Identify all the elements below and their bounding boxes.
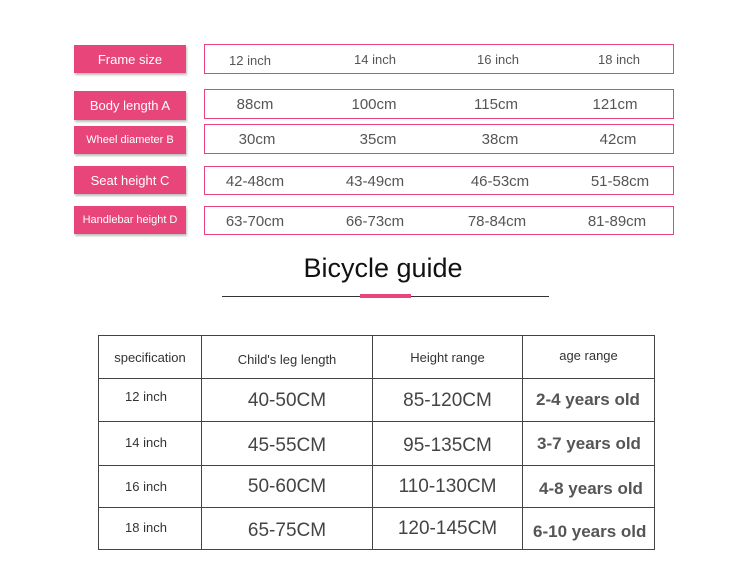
title-accent-bar [360, 294, 411, 298]
spec-row-seat-height [204, 166, 674, 195]
spec-label-seat-height: Seat height C [74, 166, 186, 194]
spec-value: 14 inch [354, 51, 396, 67]
leg-length-cell: 50-60CM [202, 466, 373, 508]
spec-label-handlebar-height: Handlebar height D [74, 206, 186, 234]
spec-row-frame-size [204, 44, 674, 74]
height-range-cell: 110-130CM [373, 466, 523, 508]
spec-cell: 14 inch [99, 422, 202, 466]
bicycle-guide-table [98, 335, 655, 550]
spec-label-wheel-diameter: Wheel diameter B [74, 126, 186, 154]
spec-value: 66-73cm [345, 213, 405, 230]
spec-value: 42-48cm [225, 173, 285, 190]
age-range-cell: 4-8 years old [523, 466, 655, 508]
spec-value: 51-58cm [590, 173, 650, 190]
leg-length-cell: 45-55CM [202, 422, 373, 466]
spec-cell: 16 inch [99, 466, 202, 508]
spec-label-frame-size: Frame size [74, 45, 186, 73]
spec-value: 63-70cm [225, 213, 285, 230]
spec-value: 42cm [599, 130, 637, 148]
spec-value: 88cm [236, 95, 274, 113]
header-leg-length: Child's leg length [202, 336, 373, 379]
spec-value: 30cm [238, 130, 276, 148]
spec-value: 12 inch [229, 52, 271, 68]
height-range-cell: 120-145CM [373, 508, 523, 550]
header-height-range: Height range [373, 336, 523, 379]
header-specification: specification [99, 336, 202, 379]
spec-row-handlebar-height [204, 206, 674, 235]
height-range-cell: 95-135CM [373, 422, 523, 466]
age-range-cell: 2-4 years old [523, 379, 655, 422]
age-range-cell: 3-7 years old [523, 422, 655, 466]
table-header-row [99, 336, 655, 379]
age-range-cell: 6-10 years old [523, 508, 655, 550]
height-range-cell: 85-120CM [373, 379, 523, 422]
spec-value: 81-89cm [587, 213, 647, 230]
spec-label-body-length: Body length A [74, 91, 186, 120]
spec-row-body-length [204, 89, 674, 119]
leg-length-cell: 65-75CM [202, 508, 373, 550]
spec-value: 35cm [359, 130, 397, 148]
spec-value: 18 inch [598, 51, 640, 67]
guide-title: Bicycle guide [303, 253, 463, 283]
spec-value: 121cm [592, 95, 638, 113]
header-age-range: age range [523, 336, 655, 379]
leg-length-cell: 40-50CM [202, 379, 373, 422]
spec-value: 16 inch [477, 51, 519, 67]
table-row [99, 508, 655, 550]
table-row [99, 422, 655, 466]
spec-value: 38cm [481, 130, 519, 148]
spec-value: 43-49cm [345, 173, 405, 190]
table-row [99, 379, 655, 422]
spec-value: 78-84cm [467, 213, 527, 230]
spec-value: 100cm [351, 95, 397, 113]
spec-value: 46-53cm [470, 173, 530, 190]
spec-cell: 18 inch [99, 508, 202, 550]
spec-cell: 12 inch [99, 379, 202, 422]
table-row [99, 466, 655, 508]
spec-value: 115cm [474, 95, 518, 113]
spec-row-wheel-diameter [204, 124, 674, 154]
